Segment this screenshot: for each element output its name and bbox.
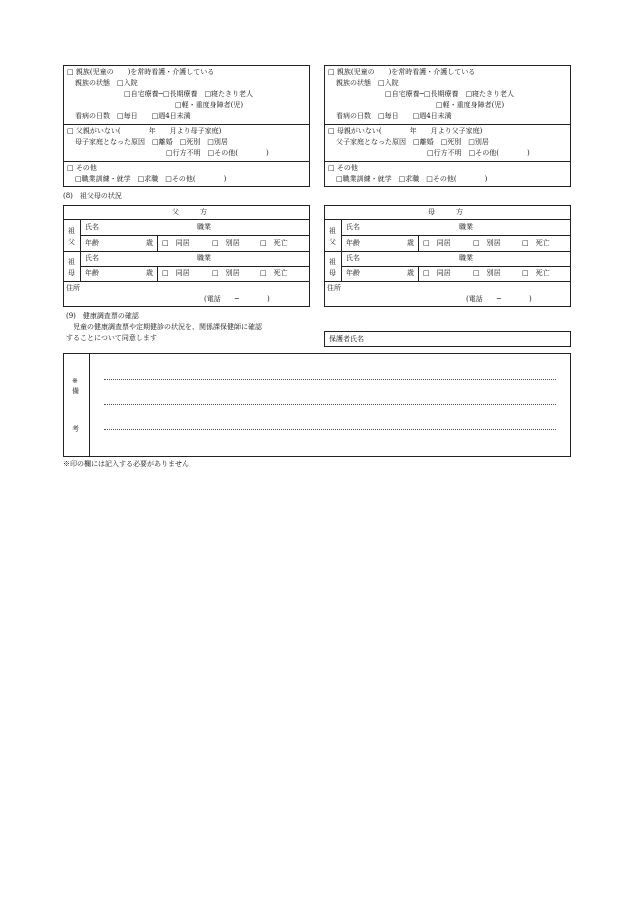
sai-label: 歳: [146, 269, 153, 277]
phone-label: (電話 ─ ): [466, 295, 532, 303]
guardian-name-field[interactable]: [324, 331, 571, 347]
care-status-home: □自宅療養─□長期療養 □寝たきり老人: [124, 90, 254, 98]
single-parent-title: □ 父親がいない( 年 月より母子家庭): [67, 127, 222, 135]
single-parent-reason2: □行方不明 □その他( ): [166, 149, 269, 157]
option-dokyo: □ 同居: [162, 239, 190, 247]
address-label: 住所: [66, 284, 80, 292]
guardian-name-label: 保護者氏名: [329, 335, 364, 343]
divider: [63, 124, 310, 125]
consent-text-line2: することについて同意します: [66, 334, 157, 342]
grandfather-label: 祖父: [329, 227, 336, 246]
option-bekkyo: □ 別居: [212, 239, 240, 247]
option-shibo: □ 死亡: [260, 239, 288, 247]
grandparents-table-paternal: [63, 205, 310, 307]
care-status-label: 親族の状態 □入院: [75, 79, 138, 87]
single-parent-reason: 母子家庭となった原因 □離婚 □死別 □別居: [75, 138, 228, 146]
care-title: □ 親族(児童の )を常時看護・介護している: [328, 68, 476, 76]
single-parent-reason: 父子家庭となった原因 □離婚 □死別 □別居: [336, 138, 489, 146]
remarks-mark: ※: [72, 377, 78, 385]
divider: [63, 161, 310, 162]
section8-heading: (8) 祖父母の状況: [63, 192, 122, 200]
divider: [324, 161, 571, 162]
grandparents-table-maternal: [324, 205, 571, 307]
care-days: 看病の日数 □毎日 □週4日未満: [336, 112, 452, 120]
option-dokyo: □ 同居: [423, 239, 451, 247]
option-shibo: □ 死亡: [260, 269, 288, 277]
sai-label: 歳: [407, 269, 414, 277]
name-label: 氏名: [346, 223, 360, 231]
care-status-disabled: □軽・重度身障者(児): [175, 101, 244, 109]
phone-label: (電話 ─ ): [204, 295, 270, 303]
remarks-char-1: 備: [72, 387, 79, 395]
option-shibo: □ 死亡: [522, 269, 550, 277]
grandmother-label: 祖母: [329, 258, 336, 277]
age-label: 年齢: [346, 269, 360, 277]
remarks-line: [104, 379, 556, 380]
age-label: 年齢: [85, 269, 99, 277]
name-label: 氏名: [85, 223, 99, 231]
job-label: 職業: [197, 254, 211, 262]
job-label: 職業: [459, 254, 473, 262]
remarks-line: [104, 429, 556, 430]
grandmother-label: 祖母: [68, 258, 75, 277]
option-dokyo: □ 同居: [423, 269, 451, 277]
consent-text-line1: 児童の健康調査票や定期健診の状況を、関係課保健師に確認: [73, 323, 262, 331]
job-label: 職業: [197, 223, 211, 231]
address-label: 住所: [327, 284, 341, 292]
care-status-label: 親族の状態 □入院: [336, 79, 399, 87]
care-days: 看病の日数 □毎日 □週4日未満: [75, 112, 191, 120]
care-status-disabled: □軽・重度身障者(児): [436, 101, 505, 109]
age-label: 年齢: [85, 239, 99, 247]
age-label: 年齢: [346, 239, 360, 247]
option-dokyo: □ 同居: [162, 269, 190, 277]
name-label: 氏名: [85, 254, 99, 262]
other-options: □職業訓練・就学 □求職 □その他( ): [336, 175, 488, 183]
option-bekkyo: □ 別居: [473, 239, 501, 247]
remarks-box: [63, 353, 571, 457]
table-header: 父 方: [172, 208, 207, 216]
grandfather-label: 祖父: [68, 227, 75, 246]
name-label: 氏名: [346, 254, 360, 262]
option-bekkyo: □ 別居: [212, 269, 240, 277]
option-shibo: □ 死亡: [522, 239, 550, 247]
other-title: □ その他: [328, 164, 358, 172]
sai-label: 歳: [146, 239, 153, 247]
care-status-home: □自宅療養─□長期療養 □寝たきり老人: [385, 90, 515, 98]
other-title: □ その他: [67, 164, 97, 172]
footnote: ※印の欄には記入する必要がありません: [63, 460, 189, 468]
care-title: □ 親族(児童の )を常時看護・介護している: [67, 68, 215, 76]
section9-heading: (9) 健康調査票の確認: [66, 312, 139, 320]
job-label: 職業: [459, 223, 473, 231]
divider: [324, 124, 571, 125]
remarks-char-2: 考: [72, 425, 79, 433]
sai-label: 歳: [407, 239, 414, 247]
table-header: 母 方: [428, 208, 463, 216]
option-bekkyo: □ 別居: [473, 269, 501, 277]
single-parent-reason2: □行方不明 □その他( ): [427, 149, 530, 157]
remarks-line: [104, 404, 556, 405]
other-options: □職業訓練・就学 □求職 □その他( ): [75, 175, 227, 183]
remarks-divider: [89, 353, 90, 457]
single-parent-title: □ 母親がいない( 年 月より父子家庭): [328, 127, 483, 135]
